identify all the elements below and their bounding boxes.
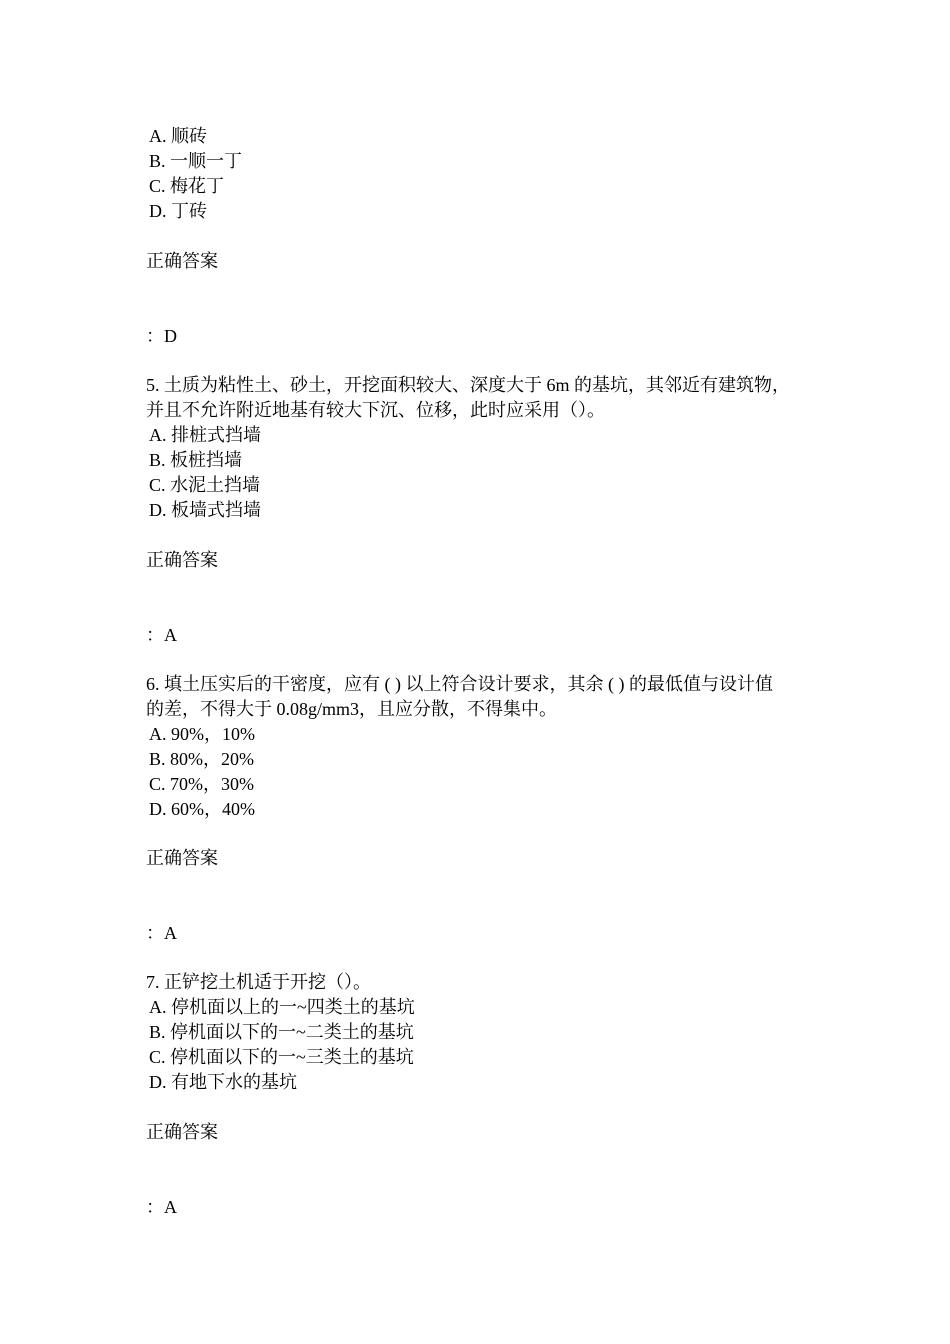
question-text: 的差，不得大于 0.08g/mm3，且应分散，不得集中。 (146, 699, 558, 719)
answer-label: 正确答案 (146, 848, 218, 868)
option-b: B. 80%，20% (149, 749, 254, 769)
answer-value: ：A (146, 923, 177, 943)
option-c: C. 梅花丁 (149, 176, 225, 196)
option-a: A. 排桩式挡墙 (149, 425, 261, 445)
answer-value: ：D (146, 326, 177, 346)
question-text: 6. 填土压实后的干密度，应有 ( ) 以上符合设计要求，其余 ( ) 的最低值与设计值 (146, 674, 773, 694)
option-a: A. 90%，10% (149, 724, 255, 744)
option-c: C. 水泥土挡墙 (149, 475, 261, 495)
option-a: A. 停机面以上的一~四类土的基坑 (149, 997, 415, 1017)
answer-label: 正确答案 (146, 550, 218, 570)
option-c: C. 停机面以下的一~三类土的基坑 (149, 1047, 414, 1067)
answer-label: 正确答案 (146, 251, 218, 271)
option-d: D. 板墙式挡墙 (149, 500, 261, 520)
answer-value: ：A (146, 1197, 177, 1217)
option-b: B. 停机面以下的一~二类土的基坑 (149, 1022, 414, 1042)
answer-label: 正确答案 (146, 1122, 218, 1142)
question-text: 并且不允许附近地基有较大下沉、位移，此时应采用（）。 (146, 400, 605, 420)
option-d: D. 60%，40% (149, 799, 255, 819)
option-a: A. 顺砖 (149, 126, 207, 146)
option-d: D. 有地下水的基坑 (149, 1072, 297, 1092)
question-text: 7. 正铲挖土机适于开挖（）。 (146, 972, 371, 992)
option-c: C. 70%，30% (149, 774, 254, 794)
answer-value: ：A (146, 625, 177, 645)
option-b: B. 一顺一丁 (149, 151, 243, 171)
option-d: D. 丁砖 (149, 201, 207, 221)
question-text: 5. 土质为粘性土、砂土，开挖面积较大、深度大于 6m 的基坑，其邻近有建筑物， (146, 375, 790, 395)
option-b: B. 板桩挡墙 (149, 450, 243, 470)
